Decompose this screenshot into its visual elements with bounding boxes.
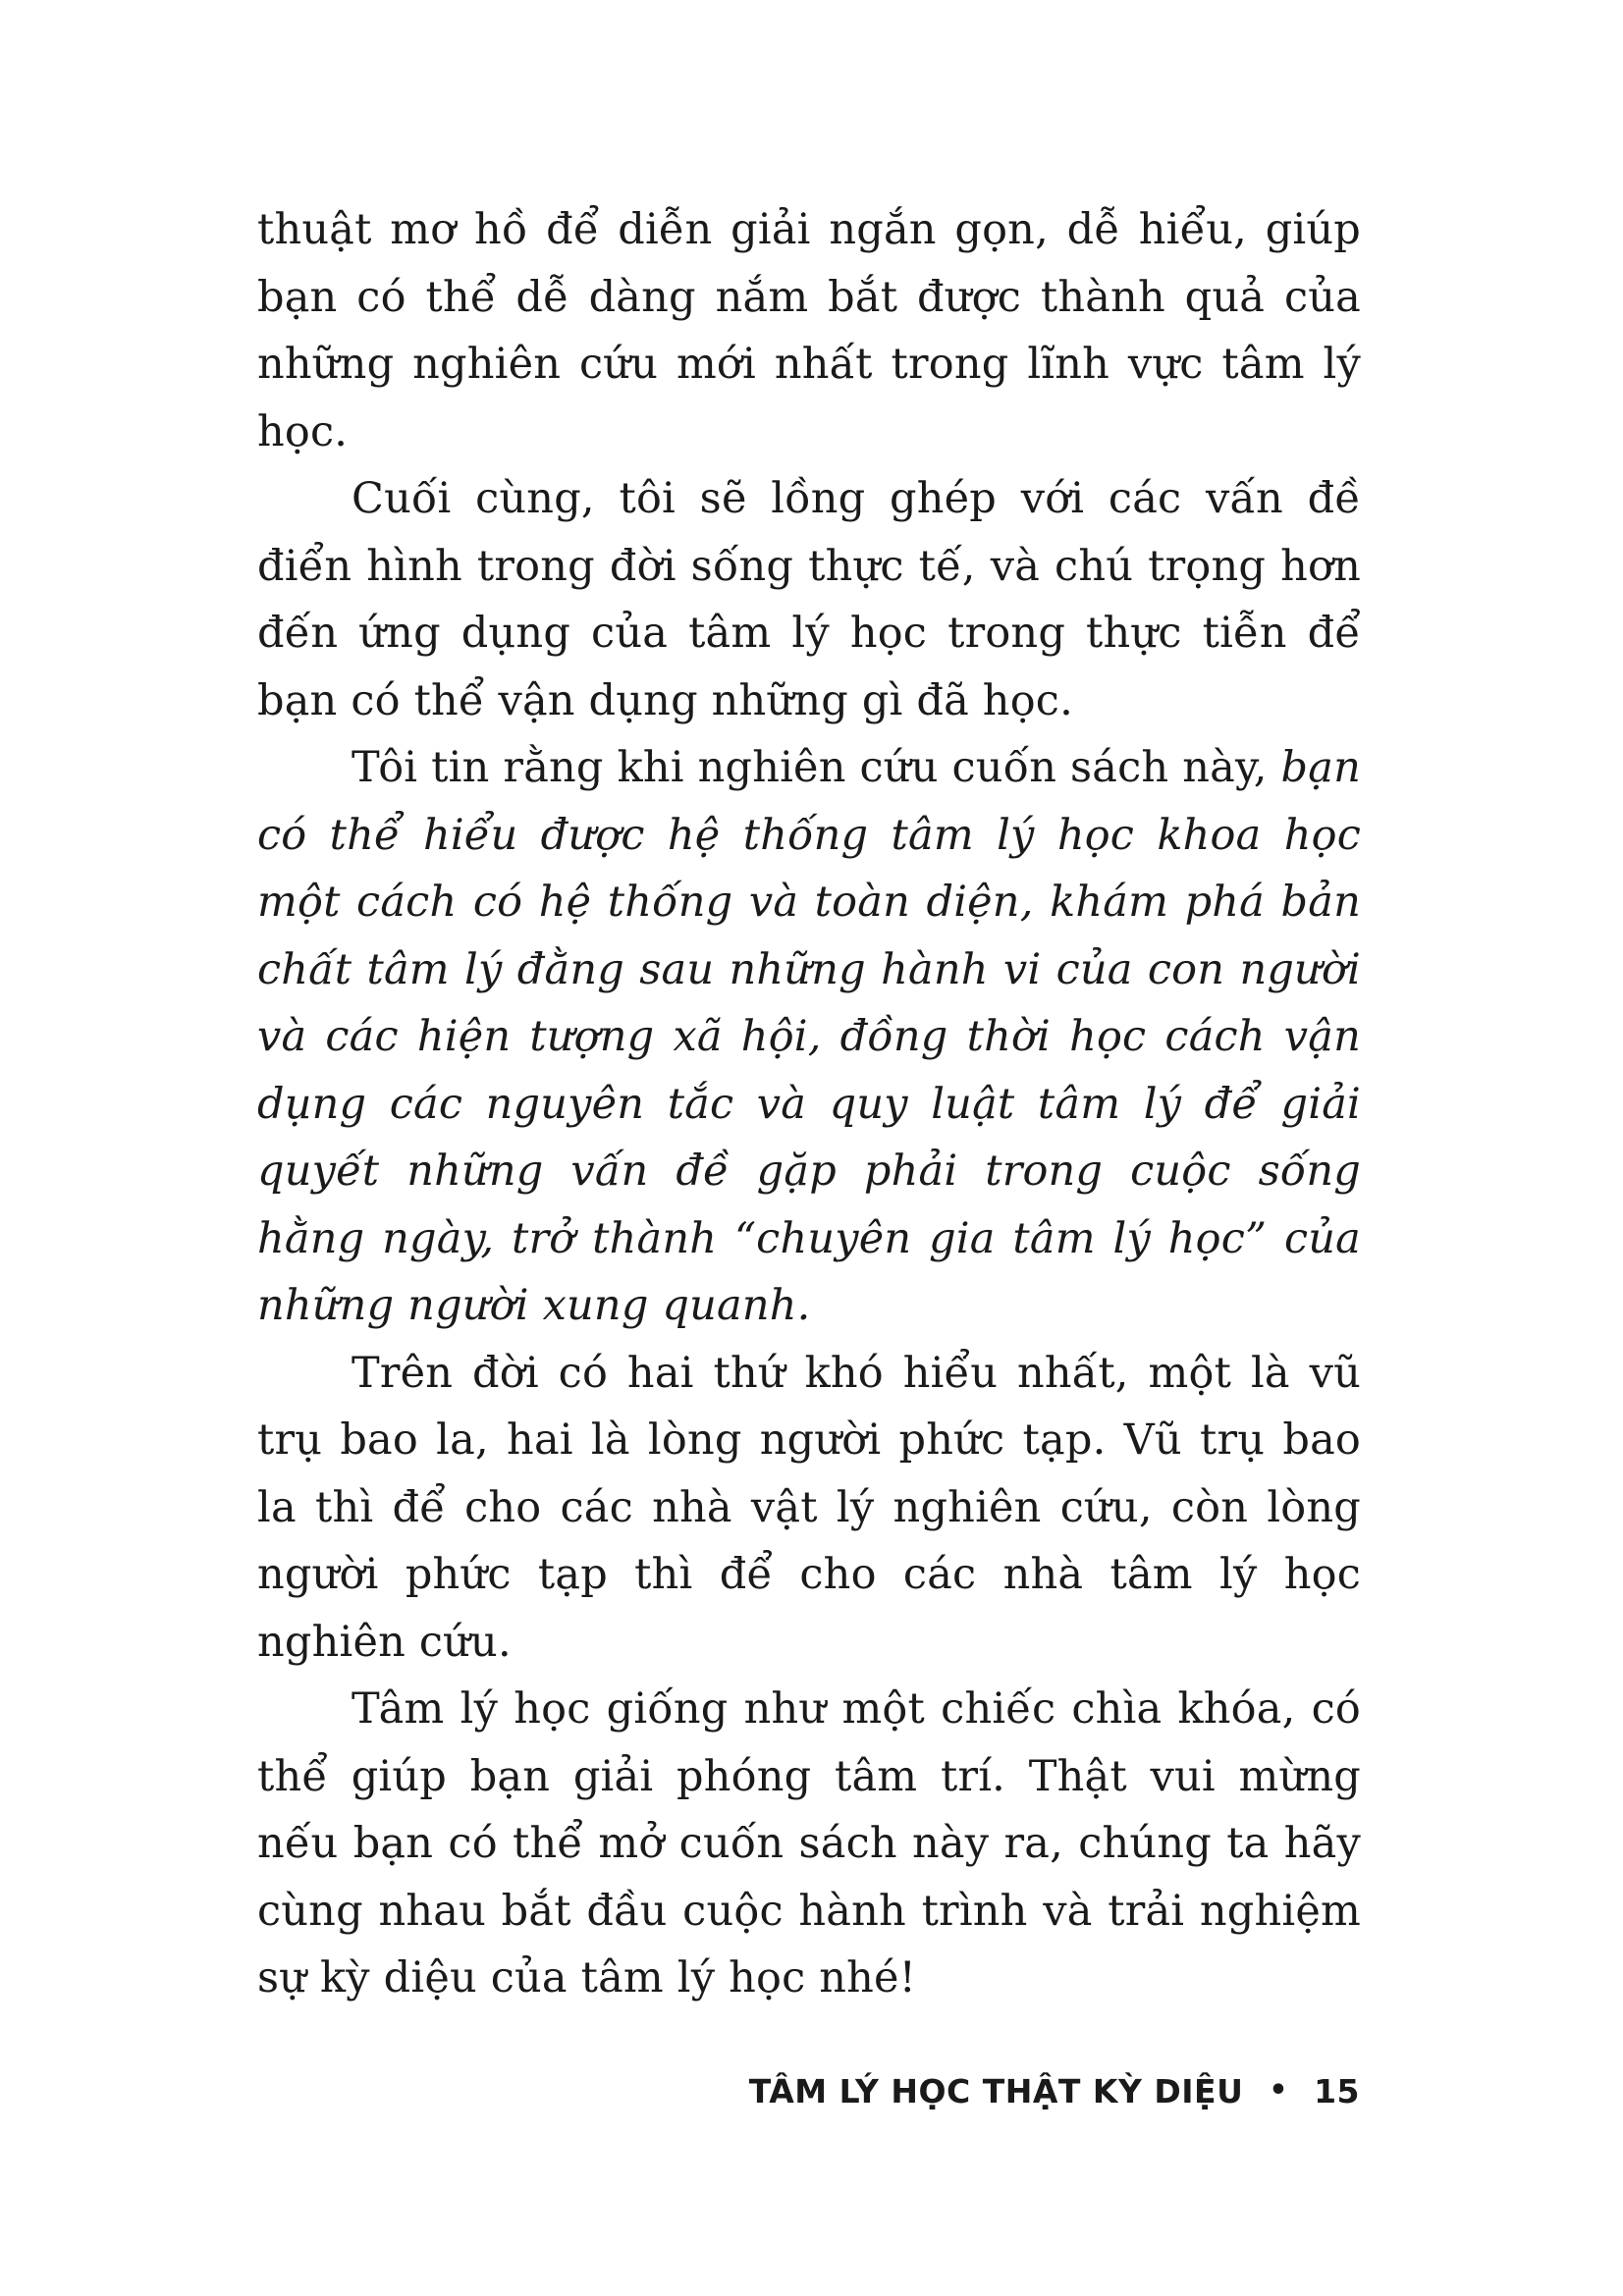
paragraph-4 [257, 1340, 1361, 1677]
running-title: TÂM LÝ HỌC THẬT KỲ DIỆU [748, 2071, 1244, 2110]
page-number: 15 [1314, 2071, 1360, 2110]
paragraph-5 [257, 1676, 1361, 2012]
paragraph-text: Trên đời có hai thứ khó hiểu nhất, một là vũ trụ bao la, hai là lòng người phức tạp. Vũ trụ bao la thì để cho các nhà vật lý nghiên cứu, còn lòng người phức tạp thì để cho các nhà tâm lý học nghiên cứu. [257, 1348, 1361, 1667]
paragraph-emphasis-text: bạn có thể hiểu được hệ thống tâm lý học khoa học một cách có hệ thống và toàn diện, khám phá bản chất tâm lý đằng sau những hành vi của con người và các hiện tượng xã hội, đồng thời học cách vận dụng các nguyên tắc và quy luật tâm lý để giải quyết những vấn đề gặp phải trong cuộc sống hằng ngày, trở thành “chuyên gia tâm lý học” của những người xung quanh. [257, 743, 1361, 1330]
paragraph-text: Tâm lý học giống như một chiếc chìa khóa, có thể giúp bạn giải phóng tâm trí. Thật vui mừng nếu bạn có thể mở cuốn sách này ra, chúng ta hãy cùng nhau bắt đầu cuộc hành trình và trải nghiệm sự kỳ diệu của tâm lý học nhé! [257, 1684, 1361, 2002]
paragraph-1 [257, 196, 1361, 465]
paragraph-text: Tôi tin rằng khi nghiên cứu cuốn sách này, [352, 743, 1281, 792]
page-footer [749, 2061, 1360, 2120]
footer-separator: • [1269, 2073, 1289, 2108]
paragraph-2 [257, 465, 1361, 734]
paragraph-text: thuật mơ hồ để diễn giải ngắn gọn, dễ hiểu, giúp bạn có thể dễ dàng nắm bắt được thành quả của những nghiên cứu mới nhất trong lĩnh vực tâm lý học. [257, 205, 1361, 456]
paragraph-text: Cuối cùng, tôi sẽ lồng ghép với các vấn đề điển hình trong đời sống thực tế, và chú trọng hơn đến ứng dụng của tâm lý học trong thực tiễn để bạn có thể vận dụng những gì đã học. [257, 474, 1361, 725]
paragraph-3 [257, 734, 1361, 1340]
body-text [257, 196, 1361, 2012]
